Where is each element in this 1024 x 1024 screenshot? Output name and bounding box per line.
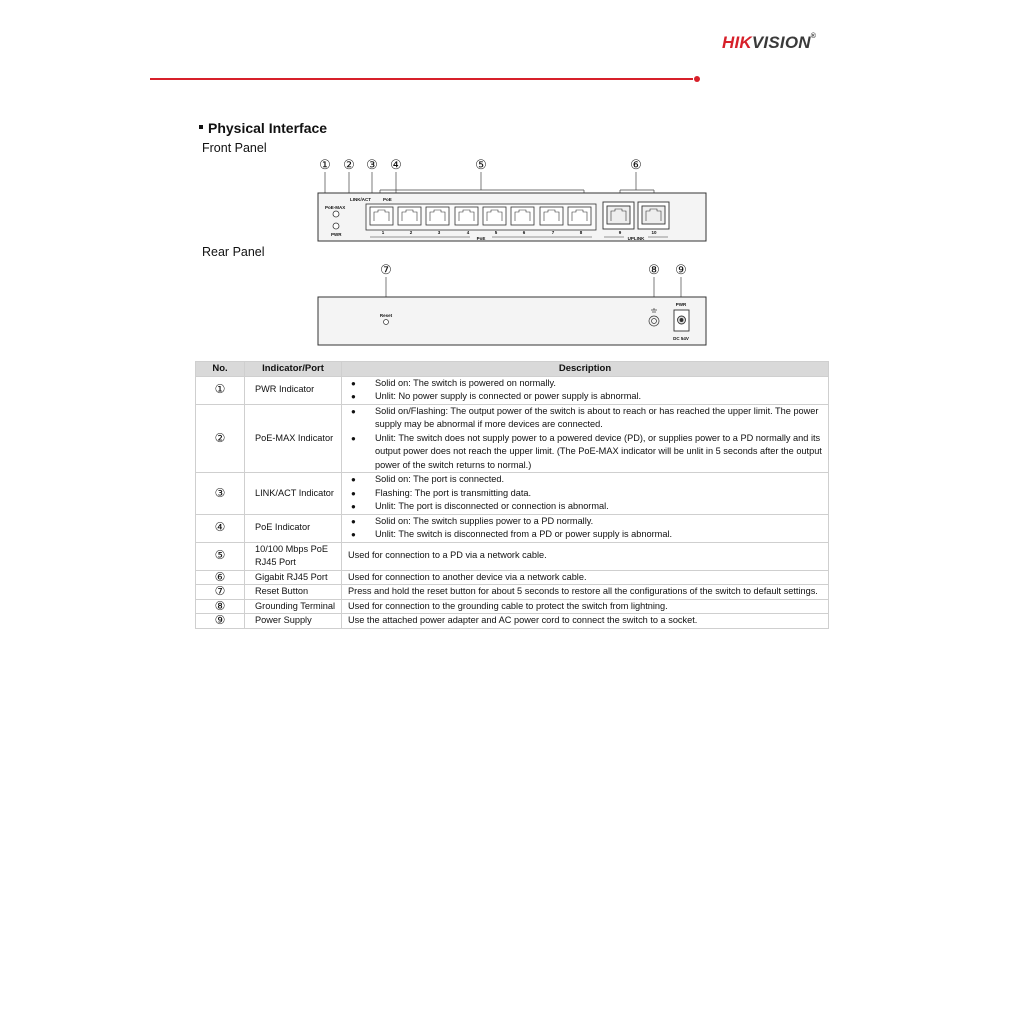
row-no: ④ xyxy=(196,514,245,542)
desc-item: ● Solid on: The port is connected. xyxy=(348,473,824,487)
rear-pwr-label: PWR xyxy=(675,302,687,307)
pwr-led xyxy=(333,223,339,229)
logo-registered-mark: ® xyxy=(810,33,817,40)
callout-8: ⑧ xyxy=(648,263,660,278)
row-port: Power Supply xyxy=(245,614,342,629)
uplink-group-label: UPLINK xyxy=(627,236,645,241)
poe-max-label: PoE-MAX xyxy=(325,205,346,210)
row-no: ① xyxy=(196,376,245,404)
table-row xyxy=(196,585,829,600)
desc-item: ● Unlit: The switch is disconnected from a PD or power supply is abnormal. xyxy=(348,528,824,542)
table-row xyxy=(196,473,829,515)
row-port: 10/100 Mbps PoE RJ45 Port xyxy=(245,542,342,570)
row-port: PoE-MAX Indicator xyxy=(245,404,342,473)
logo-vision-text: VISION xyxy=(751,33,811,52)
port-label-7: 7 xyxy=(551,230,555,235)
logo-hik-text: HIK xyxy=(722,33,752,52)
callout-7: ⑦ xyxy=(380,263,392,278)
row-desc: Used for connection to another device via a network cable. xyxy=(342,570,829,585)
table-row xyxy=(196,599,829,614)
port-label-10: 10 xyxy=(651,230,657,235)
header-port: Indicator/Port xyxy=(245,362,342,377)
port-label-3: 3 xyxy=(437,230,441,235)
callout-9: ⑨ xyxy=(675,263,687,278)
table-header-row xyxy=(196,362,829,377)
row-desc xyxy=(342,404,829,473)
reset-label: Reset xyxy=(379,313,393,318)
row-desc xyxy=(342,376,829,404)
callout-5: ⑤ xyxy=(475,158,487,173)
header-desc: Description xyxy=(342,362,829,377)
port-label-1: 1 xyxy=(381,230,385,235)
port-label-5: 5 xyxy=(494,230,498,235)
callout-2: ② xyxy=(343,158,355,173)
row-desc: Use the attached power adapter and AC power cord to connect the switch to a socket. xyxy=(342,614,829,629)
row-port: PWR Indicator xyxy=(245,376,342,404)
desc-item: ● Unlit: The port is disconnected or connection is abnormal. xyxy=(348,500,824,514)
callout-1: ① xyxy=(319,158,331,173)
desc-item: ● Unlit: No power supply is connected or power supply is abnormal. xyxy=(348,390,824,404)
panel-diagram xyxy=(0,0,1024,360)
row-desc xyxy=(342,514,829,542)
rear-panel-body xyxy=(318,297,706,345)
row-port: Grounding Terminal xyxy=(245,599,342,614)
row-port: Reset Button xyxy=(245,585,342,600)
row-desc: Used for connection to the grounding cable to protect the switch from lightning. xyxy=(342,599,829,614)
row-no: ② xyxy=(196,404,245,473)
header-no: No. xyxy=(196,362,245,377)
table-row xyxy=(196,514,829,542)
row-port: PoE Indicator xyxy=(245,514,342,542)
callout-3: ③ xyxy=(366,158,378,173)
desc-item: ● Unlit: The switch does not supply power to a powered device (PD), or supplies power to a PD normally and its output power does not reach the upper limit. (The PoE-MAX indicator will be unlit in 5 seconds after the output power of the switch returns to normal.) xyxy=(348,432,824,473)
port-label-8: 8 xyxy=(579,230,583,235)
poe-led-label: PoE xyxy=(383,197,392,202)
callout-6: ⑥ xyxy=(630,158,642,173)
link-act-label: LINK/ACT xyxy=(350,197,371,202)
pwr-label: PWR xyxy=(331,232,342,237)
table-row xyxy=(196,376,829,404)
table-row xyxy=(196,542,829,570)
row-port: Gigabit RJ45 Port xyxy=(245,570,342,585)
row-no: ⑥ xyxy=(196,570,245,585)
port-label-4: 4 xyxy=(466,230,470,235)
row-desc: Press and hold the reset button for about 5 seconds to restore all the configurations of the switch to default settings. xyxy=(342,585,829,600)
interface-table xyxy=(195,361,829,629)
rear-panel-heading: Rear Panel xyxy=(202,245,265,259)
row-no: ⑦ xyxy=(196,585,245,600)
poe-max-led xyxy=(333,211,339,217)
front-panel-heading: Front Panel xyxy=(202,141,267,155)
port-label-9: 9 xyxy=(618,230,622,235)
table-row xyxy=(196,614,829,629)
row-no: ⑨ xyxy=(196,614,245,629)
dc-label: DC 54V xyxy=(673,336,689,341)
table-row xyxy=(196,404,829,473)
table-row xyxy=(196,570,829,585)
port-label-6: 6 xyxy=(522,230,526,235)
row-desc: Used for connection to a PD via a network cable. xyxy=(342,542,829,570)
row-no: ⑤ xyxy=(196,542,245,570)
desc-item: ● Solid on/Flashing: The output power of the switch is about to reach or has reached the upper limit. The power supply may be abnormal if more devices are connected. xyxy=(348,405,824,432)
desc-item: ● Flashing: The port is transmitting data. xyxy=(348,487,824,501)
row-desc xyxy=(342,473,829,515)
section-title-text: Physical Interface xyxy=(208,120,328,136)
dc-jack-icon xyxy=(674,310,689,331)
reset-button-hole xyxy=(384,320,389,325)
poe-group-label: PoE xyxy=(476,236,486,241)
desc-item: ● Solid on: The switch supplies power to a PD normally. xyxy=(348,515,824,529)
desc-item: ● Solid on: The switch is powered on normally. xyxy=(348,377,824,391)
row-no: ③ xyxy=(196,473,245,515)
port-label-2: 2 xyxy=(409,230,413,235)
callout-4: ④ xyxy=(390,158,402,173)
row-no: ⑧ xyxy=(196,599,245,614)
row-port: LINK/ACT Indicator xyxy=(245,473,342,515)
